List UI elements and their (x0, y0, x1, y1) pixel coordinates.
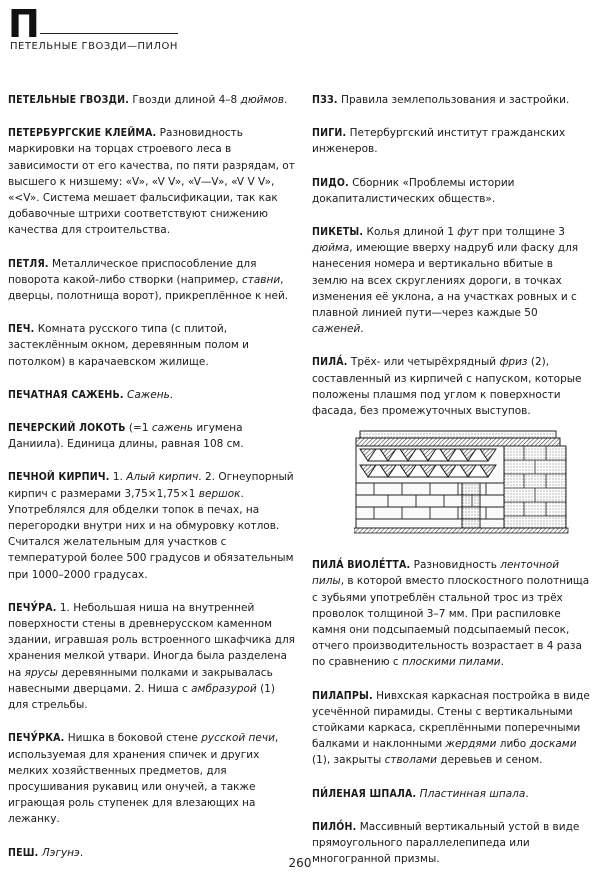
entry-term: ПЕТЛЯ. (8, 257, 49, 270)
entry-term: ПЕШ. (8, 846, 39, 859)
entry-pila: ПИЛА́. Трёх- или четырёхрядный фриз (2), составленный из кирпичей с напуском, которые положены плашмя под углом к поверхности фасада, без промежуточных выступов. (312, 356, 582, 418)
brick-frieze-illustration (354, 427, 572, 535)
entry-pechurka: ПЕЧУ́РКА. Нишка в боковой стене русской печи, используемая для хранения спичек и других мелких хозяйственных предметов, для просушивания рукавиц или онучей, а также играющая роль ступенек для влезающих на лежанку. (8, 732, 279, 826)
entry-term: ПИ́ЛЕНАЯ ШПАЛА. (312, 787, 417, 800)
entry-term: ПЕЧУ́РА. (8, 601, 57, 614)
entry-term: ПЕЧНОЙ КИРПИЧ. (8, 471, 110, 484)
entry-pikety: ПИКЕТЫ. Колья длиной 1 фут при толщине 3 дюйма, имеющие вверху надруб или фаску для нанесения номера и вертикально вбитые в землю на всех скруглениях дороги, в точках изменения её уклона, а на участках ровных и с плавной линией пути—через каждые 50 саженей. (312, 226, 579, 336)
running-header: ПЕТЕЛЬНЫЕ ГВОЗДИ—ПИЛОН (10, 41, 178, 52)
entry-term: ПИЛО́Н. (312, 820, 357, 833)
entry-term: ПИГИ. (312, 127, 347, 140)
entry-term: ПИКЕТЫ. (312, 226, 364, 239)
entry-pila-violetta: ПИЛА́ ВИОЛЕ́ТТА. Разновидность ленточной пилы, в которой вместо плоскостного полотнища с зубьями употреблён стальной трос из трёх проволок толщиной 3–7 мм. При распиловке камня они подсыпаемый подсыпаемый песок, отчего производительность возрастает в 4 раза по сравнению с плоскими пилами. (312, 559, 590, 669)
entry-pech: ПЕЧ. Комната русского типа (с плитой, застеклённым окном, деревянным полом и потолком) в карачаевском жилище. (8, 323, 249, 368)
entry-pechura: ПЕЧУ́РА. 1. Небольшая ниша на внутренней поверхности стены в древнерусском каменном здании, игравшая роль встроенного шкафчика для хранения мелкой утвари. Иногда была разделена на ярусы деревянными полками и закрывалась навесными дверцами. 2. Ниша с амбразурой (1) для стрельбы. (8, 601, 295, 712)
section-letter: П (8, 2, 40, 46)
entry-term: ПИЛАПРЫ. (312, 689, 373, 702)
entry-pzz: ПЗЗ. Правила землепользования и застройки. (312, 94, 570, 106)
entry-pesh: ПЕШ. Лэгунэ. (8, 846, 84, 859)
entry-term: ПЕЧЕРСКИЙ ЛОКОТЬ (8, 422, 126, 435)
right-column (312, 92, 590, 885)
entry-pechnoy-kirpich: ПЕЧНОЙ КИРПИЧ. 1. Алый кирпич. 2. Огнеупорный кирпич с размерами 3,75×1,75×1 вершок. Употреблялся для обделки топок в печах, на перегородки внутри них и на обмуровку котлов. Считался желательным для участков с температурой более 500 градусов и обязательным при 1000–2000 градусах. (8, 471, 294, 581)
entry-pilenaya-shpala: ПИ́ЛЕНАЯ ШПАЛА. Пластинная шпала. (312, 787, 529, 800)
entry-pilon: ПИЛО́Н. Массивный вертикальный устой в виде прямоугольного параллелепипеда или многогранной призмы. (312, 820, 580, 866)
entry-petlya: ПЕТЛЯ. Металлическое приспособление для поворота какой-либо створки (например, ставни, дверцы, полотнища ворот), прикреплённое к ней. (8, 257, 289, 303)
entry-term: ПЗЗ. (312, 94, 338, 106)
entry-pechatnaya-sazhen: ПЕЧАТНАЯ САЖЕНЬ. Сажень. (8, 388, 174, 401)
entry-pido: ПИДО. Сборник «Проблемы истории докапиталистических обществ». (312, 176, 515, 205)
entry-pilapry: ПИЛАПРЫ. Нивхская каркасная постройка в виде усечённой пирамиды. Стены с вертикальными стойками каркаса, скреплёнными поперечными балками и наклонными жердями либо досками (1), закрыты стволами деревьев и сеном. (312, 689, 590, 767)
entry-term: ПЕЧУ́РКА. (8, 732, 65, 745)
entry-term: ПИДО. (312, 176, 349, 189)
entry-term: ПЕТЕРБУРГСКИЕ КЛЕЙМА. (8, 127, 157, 140)
entry-term: ПИЛА́ ВИОЛЕ́ТТА. (312, 559, 411, 572)
page-number: 260 (288, 856, 312, 870)
left-column (8, 92, 298, 878)
entry-term: ПЕЧ. (8, 323, 35, 336)
entry-petelnye-gvozdi: ПЕТЕЛЬНЫЕ ГВОЗДИ. Гвозди длиной 4–8 дюймов. (8, 94, 288, 106)
header-rule (40, 33, 178, 34)
entry-term: ПЕТЕЛЬНЫЕ ГВОЗДИ. (8, 94, 130, 106)
entry-pigi: ПИГИ. Петербургский институт гражданских инженеров. (312, 127, 566, 156)
entry-pecherskiy-lokot: ПЕЧЕРСКИЙ ЛОКОТЬ (=1 сажень игумена Даниила). Единица длины, равная 108 см. (8, 422, 244, 451)
entry-term: ПЕЧАТНАЯ САЖЕНЬ. (8, 388, 124, 401)
entry-peterburgskie-kleima: ПЕТЕРБУРГСКИЕ КЛЕЙМА. Разновидность маркировки на торцах строевого леса в зависимости от его качества, по пяти разрядам, от высшего к низшему: «V», «V V», «V—V», «V V V», «<V». Система мешает фальсификации, так как добавочные штрихи соответствуют снижению качества для строительства. (8, 127, 295, 237)
entry-term: ПИЛА́. (312, 356, 348, 369)
